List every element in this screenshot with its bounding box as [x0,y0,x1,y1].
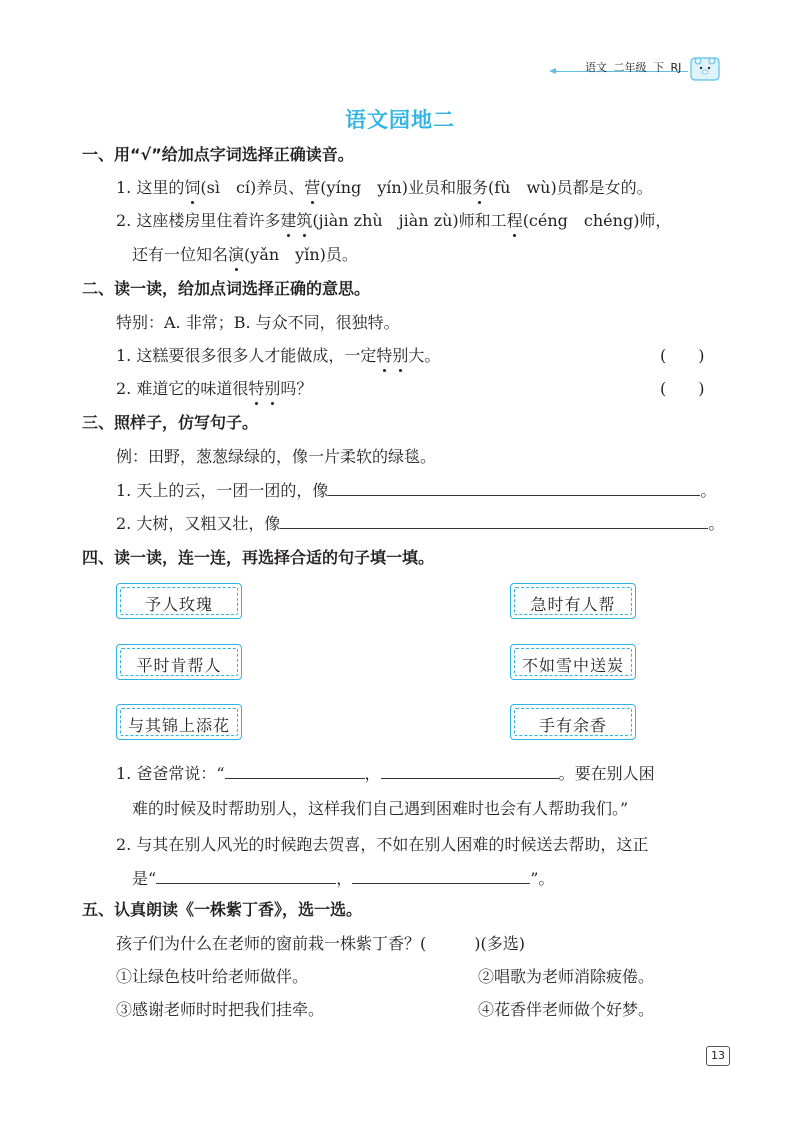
dotted-char: 特 [376,343,392,366]
header-term: 下 [653,61,664,74]
answer-blank[interactable] [280,514,708,529]
dotted-char: 别 [264,376,280,399]
header-label [585,59,684,75]
s1-question-2-cont [132,242,358,265]
s2-definition: 特别：A. 非常；B. 与众不同，很独特。 [116,313,400,332]
s4-question-1-cont: 难的时候及时帮助别人，这样我们自己遇到困难时也会有人帮助我们。” [132,799,629,818]
answer-paren-2[interactable]: ( ) [660,379,705,398]
answer-blank[interactable] [381,764,559,779]
s4-question-1 [116,761,655,784]
dotted-char: 营 [304,175,320,198]
phrase-text: 急时有人帮 [530,595,616,614]
s2-question-1 [116,343,440,366]
text: (céng chéng)师， [522,211,672,230]
text: 1. 爸爸常说：“ [116,764,225,783]
answer-blank[interactable] [225,764,365,779]
section-1-heading: 一、用“√”给加点字词选择正确读音。 [82,145,354,164]
phrase-box-right-2[interactable] [510,644,636,680]
text: 1. 这糕要很多很多人才能做成，一定 [116,346,377,365]
s3-question-2 [116,511,724,534]
phrase-text: 不如雪中送炭 [521,656,624,675]
dotted-char: 程 [507,208,523,231]
s1-question-1 [116,175,653,198]
s5-option-3[interactable]: ③感谢老师时时把我们挂牵。 [116,1000,325,1019]
text: (yíng yín)业员和服 [320,178,472,197]
text: 还有一位知名 [132,245,229,264]
text: (fù wù)员都是女的。 [487,178,653,197]
header-edition: RJ [670,61,682,74]
section-3-heading: 三、照样子，仿写句子。 [82,413,259,432]
section-2-heading: 二、读一读，给加点词选择正确的意思。 [82,279,371,298]
text: 1. 天上的云，一团一团的，像 [116,481,329,500]
phrase-box-left-3[interactable] [116,704,242,740]
s4-question-2: 2. 与其在别人风光的时候跑去贺喜，不如在别人困难的时候送去帮助，这正 [116,835,649,854]
s1-question-2 [116,208,671,231]
dotted-char: 饲 [184,175,200,198]
s4-question-2-cont [132,866,554,889]
phrase-text: 与其锦上添花 [127,716,230,735]
page-title: 语文园地二 [345,108,455,132]
bear-icon [690,54,720,82]
text: 大。 [408,346,441,365]
text: 2. 这座楼房里住着许多 [116,211,281,230]
phrase-box-left-2[interactable] [116,644,242,680]
s5-option-1[interactable]: ①让绿色枝叶给老师做伴。 [116,967,309,986]
phrase-box-right-1[interactable] [510,583,636,619]
answer-blank[interactable] [328,481,700,496]
s5-option-2[interactable]: ②唱歌为老师消除疲倦。 [478,967,655,986]
dotted-char: 特 [248,376,264,399]
phrase-box-left-1[interactable] [116,583,242,619]
text: 吗？ [280,379,313,398]
dotted-char: 务 [472,175,488,198]
page-number: 13 [706,1046,730,1066]
answer-blank[interactable] [156,869,336,884]
text: 。要在别人困 [558,764,655,783]
s5-question: 孩子们为什么在老师的窗前栽一株紫丁香？( )(多选) [116,934,525,953]
text: 2. 难道它的味道很 [116,379,249,398]
phrase-text: 平时肯帮人 [136,656,222,675]
dotted-char: 筑 [296,208,312,231]
phrase-text: 手有余香 [538,716,607,735]
text: ， [336,869,353,888]
section-5-heading: 五、认真朗读《一株紫丁香》，选一选。 [82,900,363,919]
dotted-char: 别 [392,343,408,366]
text: (jiàn zhù jiàn zù)师和工 [312,211,507,230]
s5-option-4[interactable]: ④花香伴老师做个好梦。 [478,1000,655,1019]
text: ， [364,764,381,783]
text: ”。 [530,869,555,888]
phrase-box-right-3[interactable] [510,704,636,740]
text: 是“ [132,869,157,888]
s2-question-2 [116,376,312,399]
s3-question-1 [116,478,716,501]
dotted-char: 演 [228,242,244,265]
text: 1. 这里的 [116,178,185,197]
phrase-text: 予人玫瑰 [144,595,213,614]
text: 。 [700,481,717,500]
answer-paren-1[interactable]: ( ) [660,346,705,365]
answer-blank[interactable] [352,869,530,884]
text: (sì cí)养员、 [200,178,305,197]
text: 2. 大树，又粗又壮，像 [116,514,281,533]
header-grade: 二年级 [613,61,647,74]
s3-example: 例：田野，葱葱绿绿的，像一片柔软的绿毯。 [116,447,437,466]
section-4-heading: 四、读一读，连一连，再选择合适的句子填一填。 [82,548,435,567]
header-subject: 语文 [585,61,607,74]
dotted-char: 建 [280,208,296,231]
text: 。 [708,514,725,533]
text: (yǎn yǐn)员。 [244,245,358,264]
